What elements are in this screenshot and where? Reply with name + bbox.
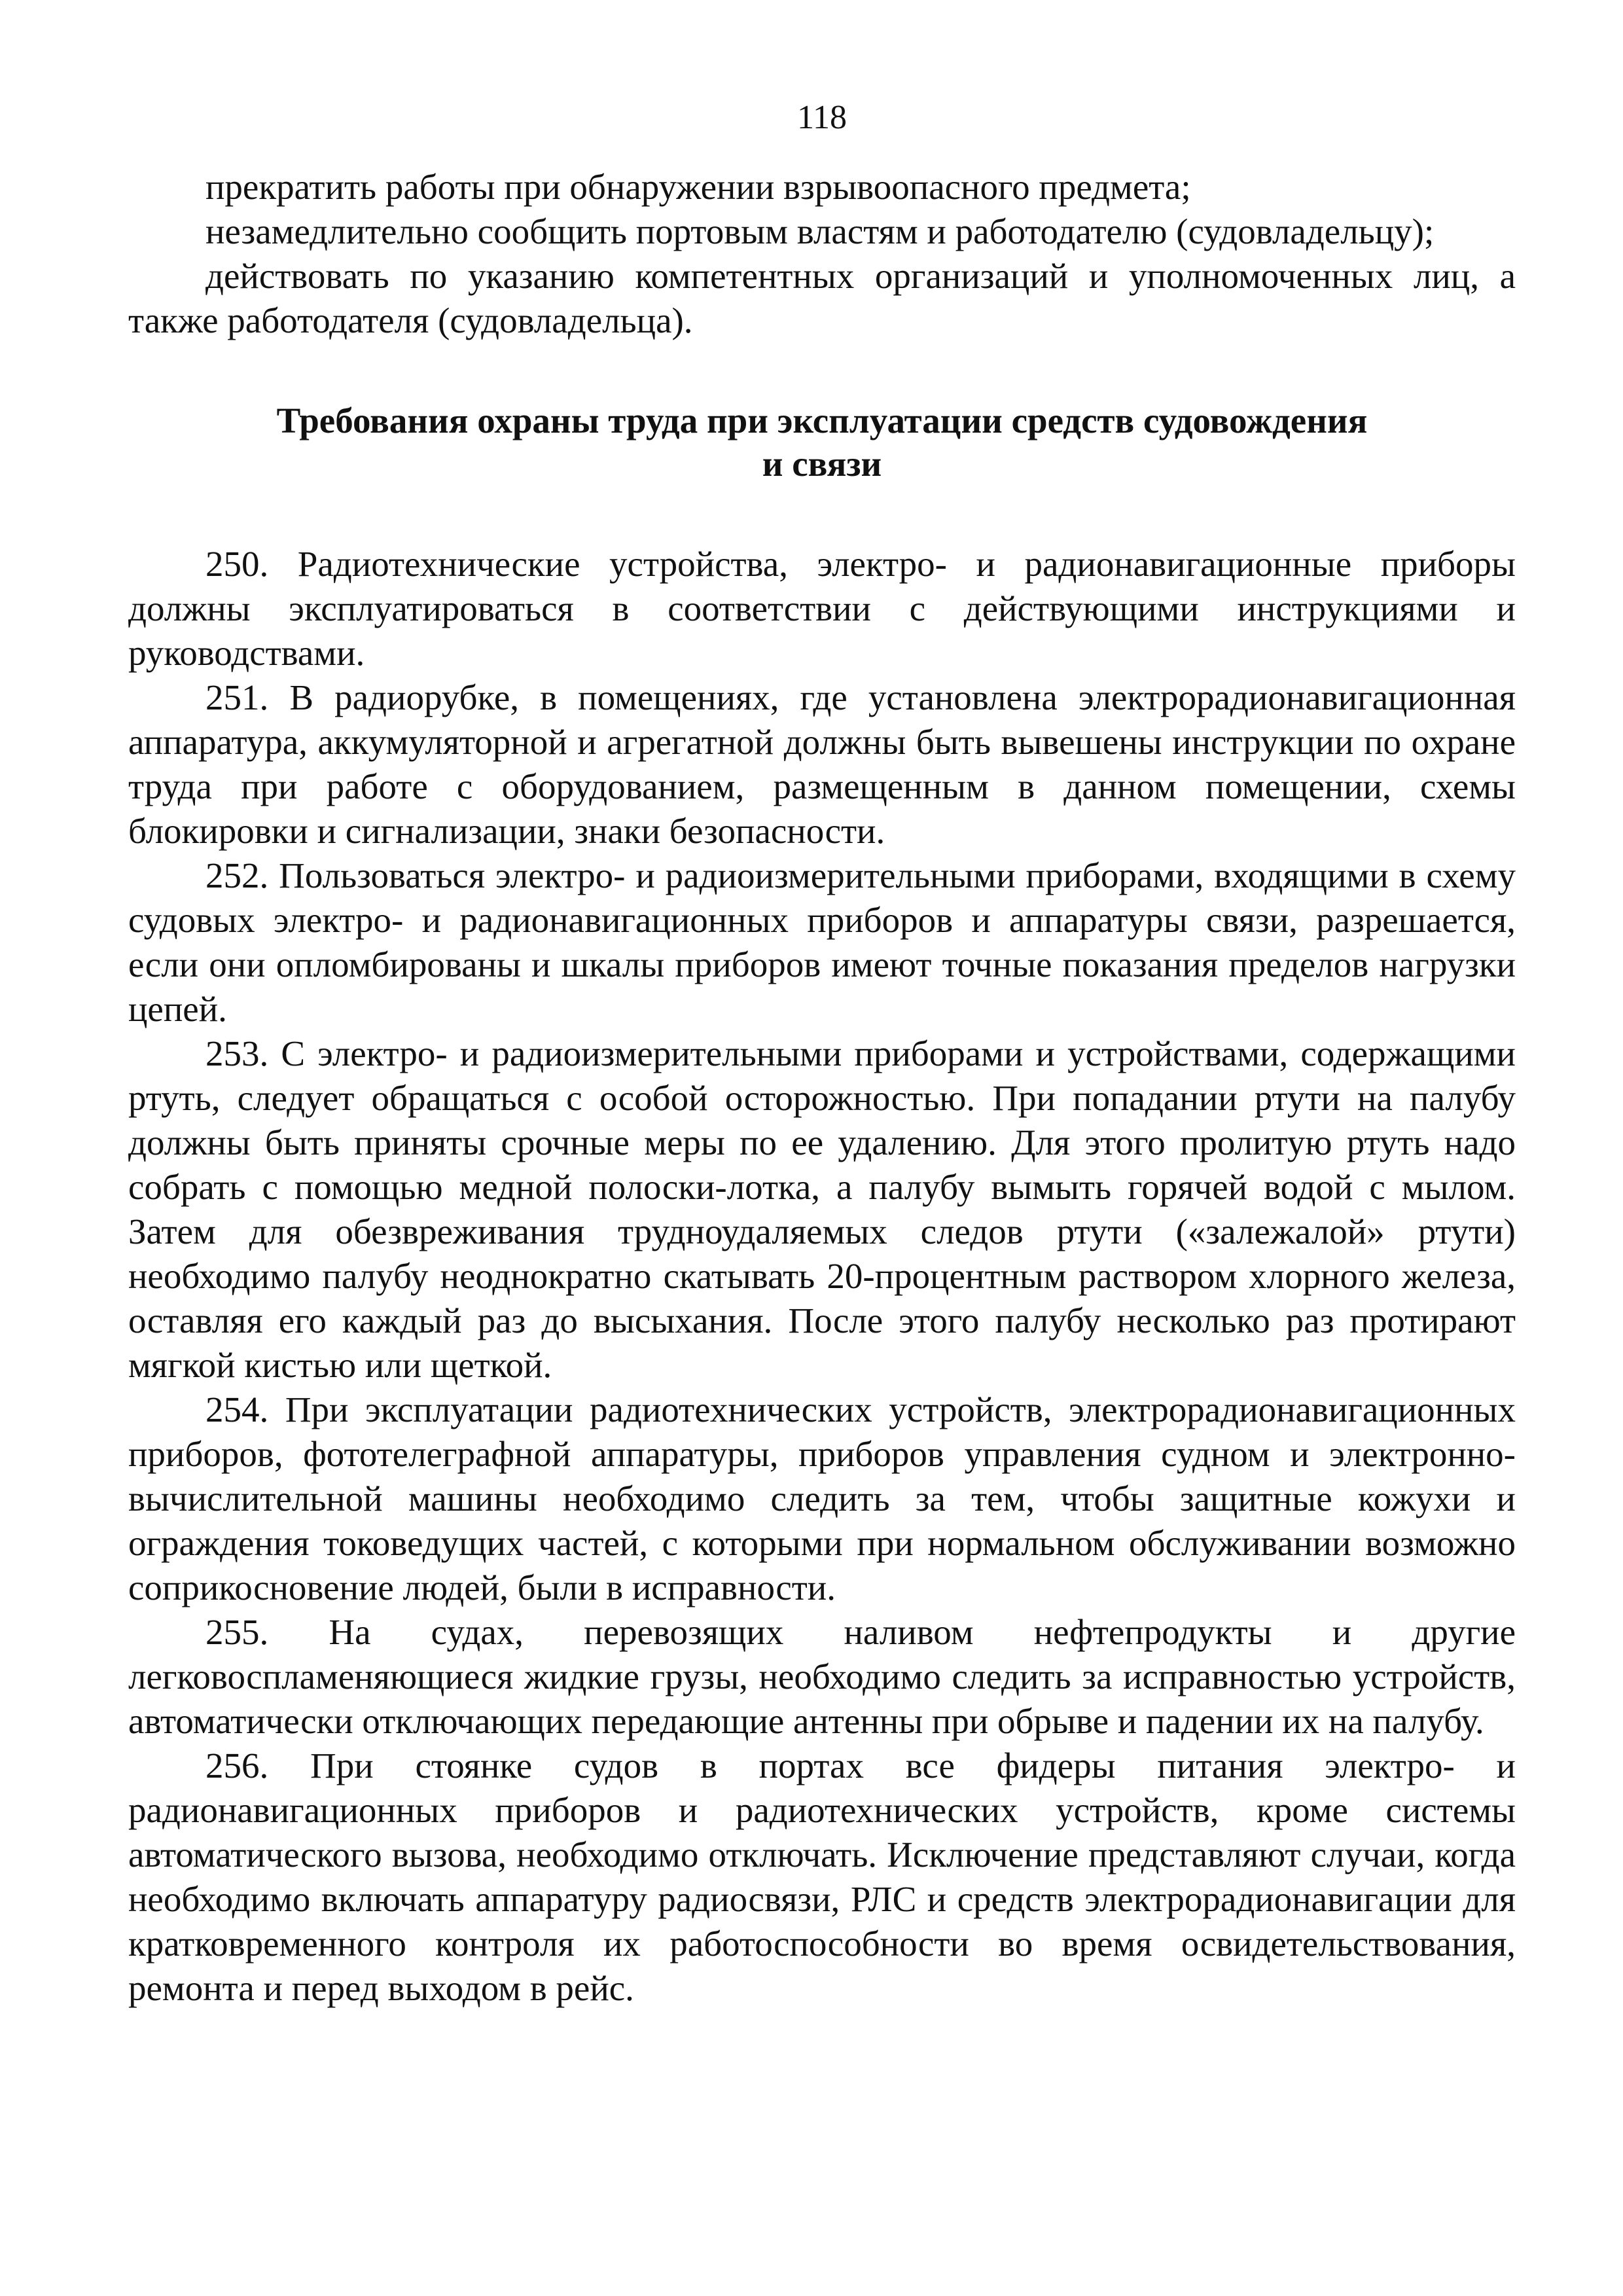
section-heading-line: и связи xyxy=(762,444,882,484)
intro-paragraph: незамедлительно сообщить портовым властям и работодателю (судовладельцу); xyxy=(205,211,1435,251)
item-256: 256. При стоянке судов в портах все фидеры питания электро- и радионавигационных приборов и радиотехнических устройств, кроме системы автоматического вызова, необходимо отключать. Исключение представляют случаи, когда необходимо включать аппаратуру радиосвязи, РЛС и средств электрорадионавигации для кратковременного контроля их работоспособности во время освидетельствования, ремонта и перед выходом в рейс. xyxy=(128,1746,1516,2008)
item-252: 252. Пользоваться электро- и радиоизмерительными приборами, входящими в схему судовых электро- и радионавигационных приборов и аппаратуры связи, разрешается, если они опломбированы и шкалы приборов имеют точные показания пределов нагрузки цепей. xyxy=(128,855,1516,1029)
page-number: 118 xyxy=(796,99,847,136)
section-heading-line: Требования охраны труда при эксплуатации средств судовождения xyxy=(276,401,1368,440)
item-255: 255. На судах, перевозящих наливом нефтепродукты и другие легковоспламеняющиеся жидкие грузы, необходимо следить за исправностью устройств, автоматически отключающих передающие антенны при обрыве и падении их на палубу. xyxy=(128,1612,1516,1741)
item-254: 254. При эксплуатации радиотехнических устройств, электрорадионавигационных приборов, фототелеграфной аппаратуры, приборов управления судном и электронно-вычислительной машины необходимо следить за тем, чтобы защитные кожухи и ограждения токоведущих частей, с которыми при нормальном обслуживании возможно соприкосновение людей, были в исправности. xyxy=(128,1390,1516,1607)
item-251: 251. В радиорубке, в помещениях, где установлена электрорадионавигационная аппаратура, аккумуляторной и агрегатной должны быть вывешены инструкции по охране труда при работе с оборудованием, размещенным в данном помещении, схемы блокировки и сигнализации, знаки безопасности. xyxy=(128,677,1516,851)
intro-paragraph: прекратить работы при обнаружении взрывоопасного предмета; xyxy=(205,167,1191,207)
document-page xyxy=(128,98,1516,2011)
section-heading xyxy=(128,399,1516,486)
intro-paragraph: действовать по указанию компетентных организаций и уполномоченных лиц, а также работодателя (судовладельца). xyxy=(128,256,1516,340)
item-250: 250. Радиотехнические устройства, электро- и радионавигационные приборы должны эксплуатироваться в соответствии с действующими инструкциями и руководствами. xyxy=(128,544,1516,673)
item-253: 253. С электро- и радиоизмерительными приборами и устройствами, содержащими ртуть, следует обращаться с особой осторожностью. При попадании ртути на палубу должны быть приняты срочные меры по ее удалению. Для этого пролитую ртуть надо собрать с помощью медной полоски-лотка, а палубу вымыть горячей водой с мылом. Затем для обезвреживания трудноудаляемых следов ртути («залежалой» ртути) необходимо палубу неоднократно скатывать 20-процентным раствором хлорного железа, оставляя его каждый раз до высыхания. После этого палубу несколько раз протирают мягкой кистью или щеткой. xyxy=(128,1033,1516,1385)
